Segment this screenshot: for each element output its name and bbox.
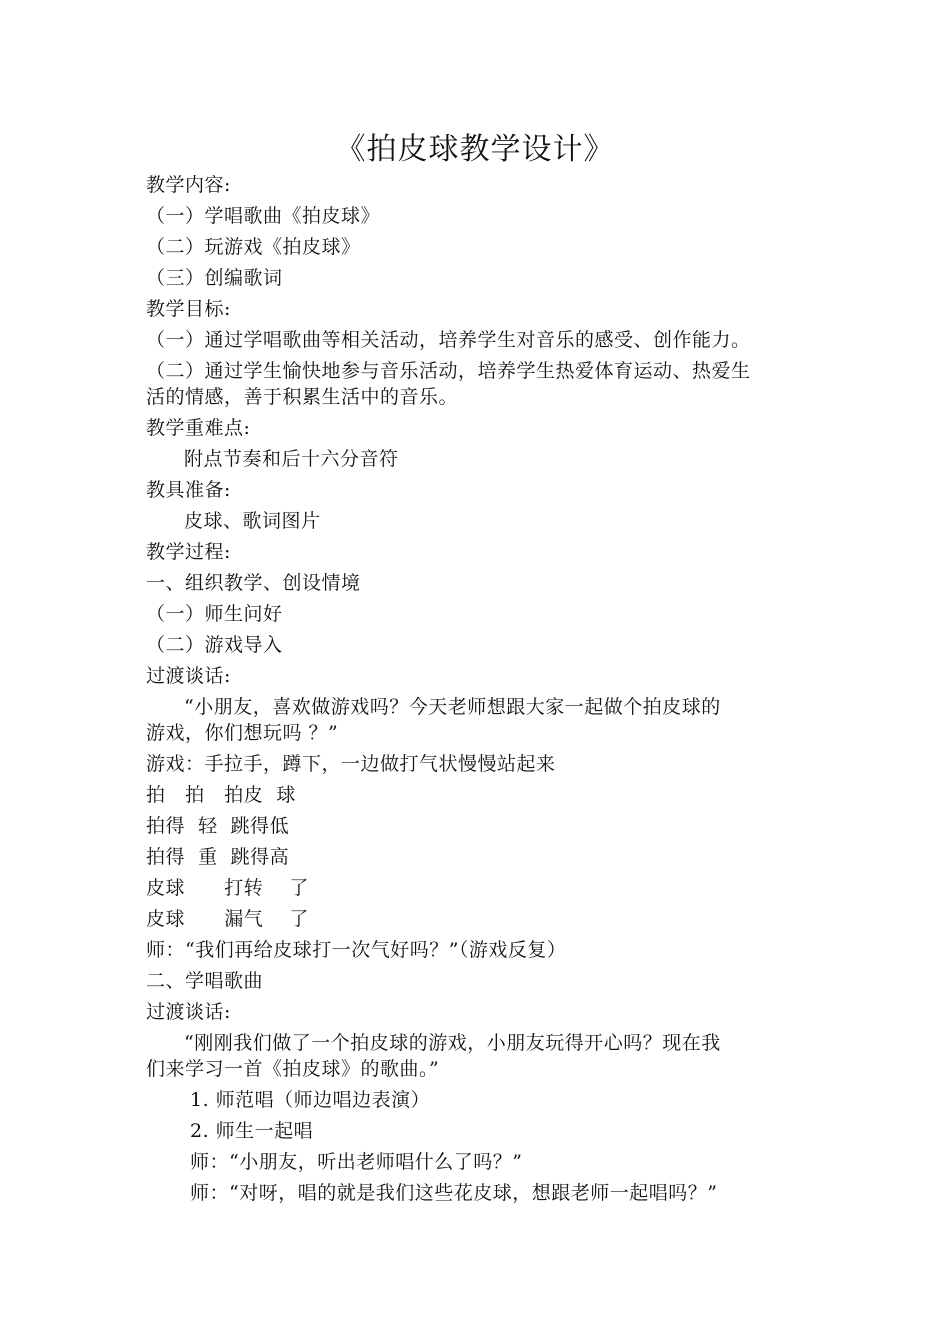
process-item-1: （一）师生问好 <box>146 603 283 625</box>
lyric-line-5: 皮球 漏气 了 <box>146 908 309 930</box>
transition-talk-2-cont: 们来学习一首《拍皮球》的歌曲。” <box>146 1058 440 1080</box>
heading-process: 教学过程: <box>146 541 231 563</box>
content-item-1: （一）学唱歌曲《拍皮球》 <box>146 205 381 227</box>
lyric-line-1: 拍 拍 拍皮 球 <box>146 784 296 806</box>
content-item-2: （二）玩游戏《拍皮球》 <box>146 236 361 258</box>
materials-text: 皮球、歌词图片 <box>184 510 321 532</box>
transition-talk-1-cont: 游戏，你们想玩吗 ？” <box>146 722 339 744</box>
goal-item-2: （二）通过学生愉快地参与音乐活动，培养学生热爱体育运动、热爱生 <box>146 360 751 382</box>
transition-talk-2: “刚刚我们做了一个拍皮球的游戏，小朋友玩得开心吗？现在我 <box>184 1032 721 1054</box>
process-item-2: （二）游戏导入 <box>146 634 283 656</box>
step-1: 1. 师范唱（师边唱边表演） <box>190 1089 431 1111</box>
transition-talk-label-2: 过渡谈话: <box>146 1001 231 1023</box>
transition-talk-label-1: 过渡谈话: <box>146 665 231 687</box>
step-2: 2. 师生一起唱 <box>190 1120 314 1142</box>
heading-content: 教学内容: <box>146 174 231 196</box>
lyric-line-3: 拍得 重 跳得高 <box>146 846 290 868</box>
content-item-3: （三）创编歌词 <box>146 267 283 289</box>
teacher-question-2: 师：“对呀，唱的就是我们这些花皮球，想跟老师一起唱吗？” <box>190 1182 718 1204</box>
lyric-line-4: 皮球 打转 了 <box>146 877 309 899</box>
key-points-text: 附点节奏和后十六分音符 <box>184 448 399 470</box>
goal-item-2-cont: 活的情感，善于积累生活中的音乐。 <box>146 386 459 408</box>
teacher-line-game: 师：“我们再给皮球打一次气好吗？”（游戏反复） <box>146 939 567 961</box>
game-instructions: 游戏：手拉手，蹲下，一边做打气状慢慢站起来 <box>146 753 556 775</box>
heading-key-points: 教学重难点: <box>146 417 251 439</box>
goal-item-1: （一）通过学唱歌曲等相关活动，培养学生对音乐的感受、创作能力。 <box>146 329 751 351</box>
section-one-heading: 一、组织教学、创设情境 <box>146 572 361 594</box>
transition-talk-1: “小朋友，喜欢做游戏吗？今天老师想跟大家一起做个拍皮球的 <box>184 696 721 718</box>
teacher-question-1: 师：“小朋友，听出老师唱什么了吗？” <box>190 1151 523 1173</box>
document-title: 《拍皮球教学设计》 <box>335 132 615 167</box>
section-two-heading: 二、学唱歌曲 <box>146 970 264 992</box>
heading-materials: 教具准备: <box>146 479 231 501</box>
heading-goals: 教学目标: <box>146 298 231 320</box>
lyric-line-2: 拍得 轻 跳得低 <box>146 815 290 837</box>
